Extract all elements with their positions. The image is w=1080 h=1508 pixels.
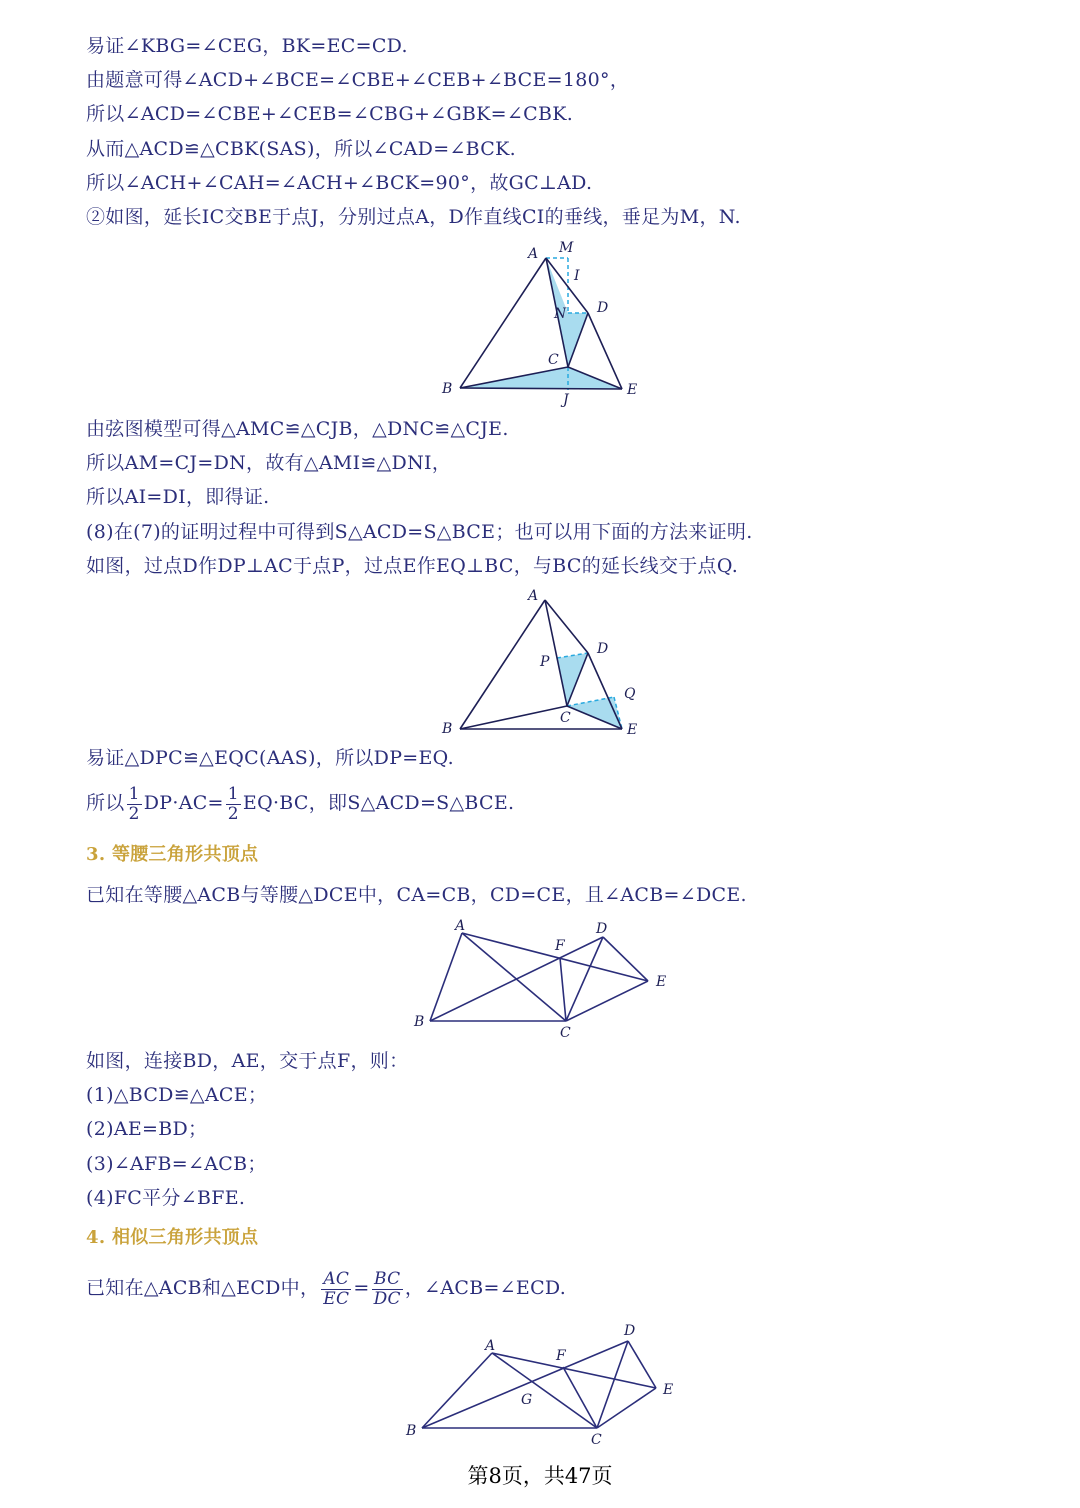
fig1-label-D: D [597,300,609,316]
conclusion-1: (1)△BCD≌△ACE； [86,1084,268,1106]
fig2-shade-EQC [567,697,622,729]
fig4-label-B: B [406,1423,417,1439]
section-4-statement [86,1266,566,1310]
fig4-edge-CE [597,1388,656,1428]
fig1-edge-AB [460,258,546,388]
fig3-label-A: A [455,918,466,934]
proof-line-12: 易证△DPC≌△EQC(AAS)，所以DP=EQ. [86,747,454,769]
fraction-ac-numerator: AC [321,1270,351,1290]
fig3-label-C: C [560,1025,571,1041]
conclusion-3: (3)∠AFB=∠ACB； [86,1153,267,1175]
proof-line-3: 所以∠ACD=∠CBE+∠CEB=∠CBG+∠GBK=∠CBK. [86,103,574,125]
proof-line-4: 从而△ACD≌△CBK(SAS)，所以∠CAD=∠BCK. [86,138,516,160]
fraction-half-2 [226,785,241,824]
fig1-label-E: E [627,382,638,398]
figure-2-diagram [436,582,656,740]
fig3-edge-CE [566,981,648,1021]
fraction-1-numerator: 1 [128,783,140,804]
fig1-edge-BE [460,388,622,389]
fraction-2-denominator: 2 [227,803,239,824]
fraction-ec-denominator: EC [323,1288,350,1309]
fig2-edge-AC [545,600,567,706]
fig1-label-N: N [554,306,567,322]
fig3-label-D: D [596,921,608,937]
figure-3-diagram [405,912,675,1042]
proof-line-8: 所以AM=CJ=DN，故有△AMI≌△DNI， [86,452,452,474]
line20-prefix: 已知在△ACB和△ECD中， [86,1277,320,1299]
fig2-edge-AB [460,600,545,729]
fig4-edge-DE [628,1341,656,1388]
fraction-bc-numerator: BC [372,1270,403,1290]
proof-line-2: 由题意可得∠ACD+∠BCE=∠CBE+∠CEB+∠BCE=180°， [86,69,630,91]
fig2-label-D: D [597,641,609,657]
fig4-edge-FC [563,1367,597,1428]
fraction-2-numerator: 1 [227,783,239,804]
fig2-label-E: E [627,722,638,738]
fig1-label-A: A [528,246,539,262]
line13-mid: DP·AC= [143,792,224,814]
proof-line-7: 由弦图模型可得△AMC≌△CJB，△DNC≌△CJE. [86,418,509,440]
fig4-edge-BD [422,1341,628,1428]
fig3-edge-FC [560,958,566,1021]
figure-4-diagram [398,1320,688,1450]
figure-1-diagram [436,236,656,412]
fig1-label-J: J [563,392,569,408]
fig2-label-B: B [442,721,453,737]
fig1-label-M: M [559,240,574,256]
fig2-label-C: C [560,710,571,726]
section-3-heading: 3. 等腰三角形共顶点 [86,844,259,865]
conclusion-2: (2)AE=BD； [86,1118,208,1140]
fig2-edge-BC [460,706,567,729]
line20-suffix: ，∠ACB=∠ECD. [404,1277,567,1299]
proof-line-11: 如图，过点D作DP⊥AC于点P，过点E作EQ⊥BC，与BC的延长线交于点Q. [86,555,739,577]
fig4-edge-CD [597,1341,628,1428]
proof-line-9: 所以AI=DI，即得证. [86,486,270,508]
section-3-statement: 已知在等腰△ACB与等腰△DCE中，CA=CB，CD=CE，且∠ACB=∠DCE. [86,884,747,906]
fig1-label-C: C [548,352,559,368]
line13-suffix: EQ·BC，即S△ACD=S△BCE. [242,792,515,814]
fig3-label-B: B [414,1014,425,1030]
fig2-edge-AD [545,600,588,653]
fig3-edge-CD [566,937,603,1021]
fig1-label-I: I [574,268,580,284]
section-3-connect: 如图，连接BD，AE，交于点F，则： [86,1050,409,1072]
fig4-label-D: D [624,1323,636,1339]
proof-line-6: ②如图，延长IC交BE于点J，分别过点A，D作直线CI的垂线，垂足为M，N. [86,206,741,228]
fig1-shade-BCE [460,367,622,389]
fig4-edge-AB [422,1353,492,1428]
fig4-label-G: G [521,1392,533,1408]
fig3-label-F: F [555,938,565,954]
fig2-label-A: A [528,588,539,604]
fig4-label-C: C [591,1432,602,1448]
line13-prefix: 所以 [86,792,125,814]
section-4-heading: 4. 相似三角形共顶点 [86,1227,259,1248]
fraction-ac-ec [321,1270,351,1309]
fig2-label-P: P [540,654,550,670]
fraction-half-1 [127,785,142,824]
fig2-label-Q: Q [624,686,636,702]
fig4-label-F: F [556,1348,566,1364]
fraction-dc-denominator: DC [373,1288,401,1309]
fig4-label-E: E [663,1382,674,1398]
proof-line-13 [86,782,514,824]
proof-line-5: 所以∠ACH+∠CAH=∠ACH+∠BCK=90°，故GC⊥AD. [86,172,593,194]
fig4-label-A: A [485,1338,496,1354]
fig1-label-B: B [442,381,453,397]
proof-line-10: (8)在(7)的证明过程中可得到S△ACD=S△BCE；也可以用下面的方法来证明. [86,521,753,543]
conclusion-4: (4)FC平分∠BFE. [86,1187,246,1209]
fig3-label-E: E [656,974,667,990]
line20-equals: = [353,1277,370,1299]
fraction-1-denominator: 2 [128,803,140,824]
proof-line-1: 易证∠KBG=∠CEG，BK=EC=CD. [86,35,408,57]
page-footer: 第8页，共47页 [467,1464,613,1488]
fraction-bc-dc [372,1270,403,1309]
